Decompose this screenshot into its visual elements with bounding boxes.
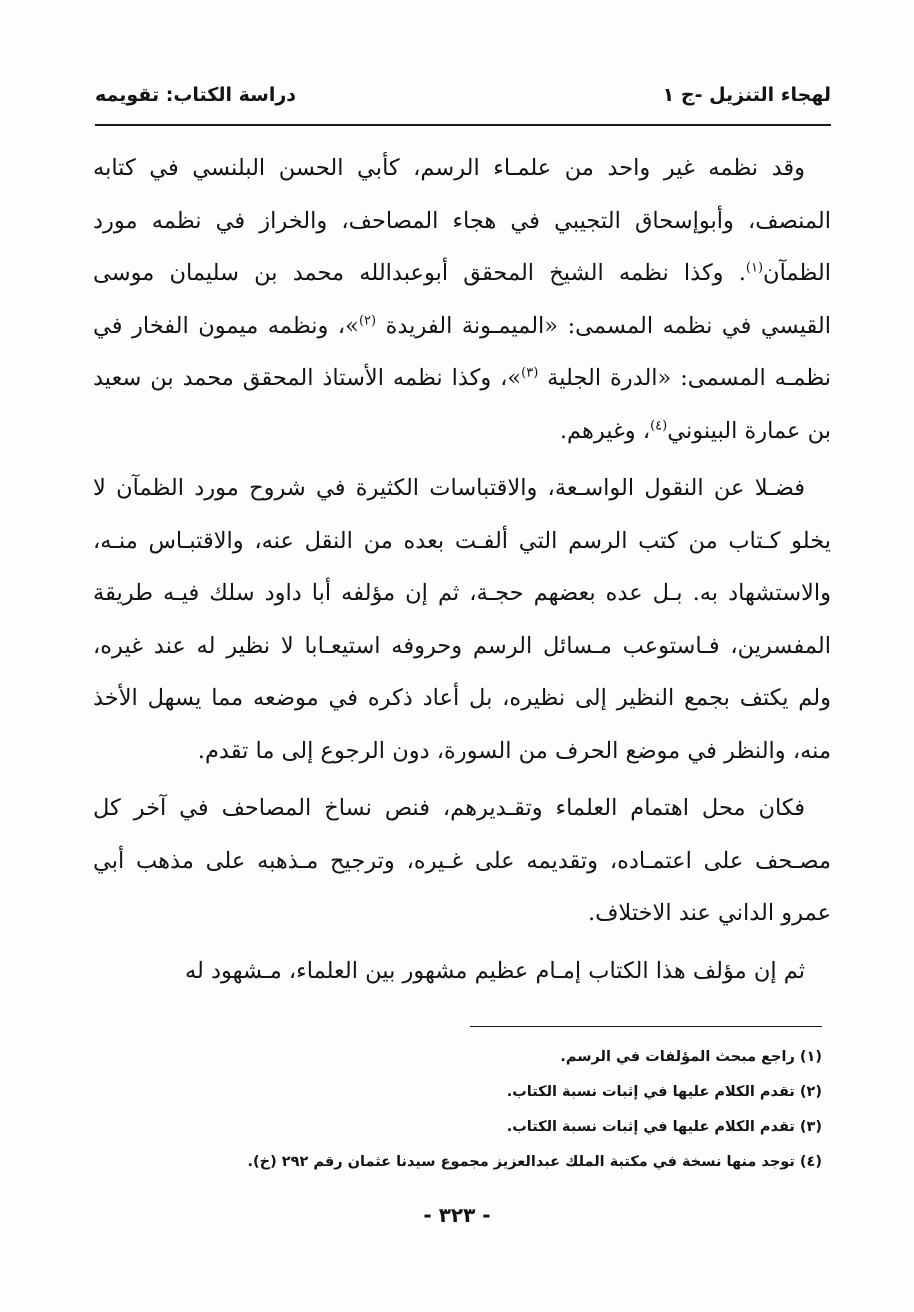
main-text bbox=[93, 142, 831, 1002]
footnote-3: (٣) تقدم الكلام عليها في إثبات نسبة الكتاب. bbox=[506, 1119, 822, 1135]
running-header bbox=[95, 78, 831, 112]
footnote-ref-1: (١) bbox=[745, 260, 764, 276]
paragraph-4: ثم إن مؤلف هذا الكتاب إمـام عظيم مشهور بين العلماء، مـشهود له bbox=[184, 957, 805, 984]
footnote-divider bbox=[470, 1026, 822, 1027]
header-divider bbox=[95, 124, 831, 126]
paragraph-1 bbox=[93, 142, 831, 457]
footnotes bbox=[150, 1040, 822, 1180]
footnote-2: (٢) تقدم الكلام عليها في إثبات نسبة الكتاب. bbox=[506, 1084, 822, 1100]
book-title: لهجاء التنزيل -ج ١ bbox=[662, 84, 831, 106]
paragraph-1-text: ، وغيرهم. bbox=[559, 417, 651, 444]
paragraph-1-text: . وكذا نظمه الشيخ المحقق أبوعبدالله محمد بن سليمان موسى القيسي في نظمه المسمى: «الميمـونة الفريدة bbox=[93, 260, 832, 339]
footnote-ref-4: (٤) bbox=[650, 418, 668, 433]
paragraph-1-text: »، وكذا نظمه الأستاذ المحقق محمد بن سعيد بن عمارة البينوني bbox=[93, 365, 831, 444]
footnote-1: (١) راجع مبحث المؤلفات في الرسم. bbox=[560, 1049, 822, 1065]
footnote-4: (٤) توجد منها نسخة في مكتبة الملك عبدالعزيز مجموع سيدنا عثمان رقم ٢٩٢ (خ). bbox=[247, 1154, 822, 1170]
footnote-ref-3: (٣) bbox=[521, 365, 539, 381]
paragraph-3: فكان محل اهتمام العلماء وتقـديرهم، فنص نساخ المصاحف في آخر كل مصـحف على اعتمـاده، وتقديمه على غـيره، وترجيح مـذهبه على مذهب أبي عمرو الداني عند الاختلاف. bbox=[93, 795, 831, 926]
paragraph-2: فضـلا عن النقول الواسـعة، والاقتباسات الكثيرة في شروح مورد الظمآن لا يخلو كـتاب من كتب الرسم التي ألفـت بعده من النقل عنه، والاقتبـاس منـه، والاستشهاد به. بـل عده بعضهم حجـة، ثم إن مؤلفه أبا داود سلك فيـه طريقة المفسرين، فـاستوعب مـسائل الرسم وحروفه استيعـابا لا نظير له عند غيره، ولم يكتف بجمع النظير إلى نظيره، بل أعاد ذكره في موضعه مما يسهل الأخذ منه، والنظر في موضع الحرف من السورة، دون الرجوع إلى ما تقدم. bbox=[93, 475, 831, 764]
page-number: - ٣٢٣ - bbox=[423, 1203, 491, 1227]
paragraph-1-text: »، ونظمه ميمون الفخار في نظمـه المسمى: «الدرة الجلية bbox=[93, 312, 832, 391]
footnote-ref-2: (٢) bbox=[358, 313, 377, 328]
section-title: دراسة الكتاب: تقويمه bbox=[95, 84, 297, 106]
paragraph-1-text: وقد نظمه غير واحد من علمـاء الرسم، كأبي الحسن البلنسي في كتابه المنصف، وأبوإسحاق التجيبي في هجاء المصاحف، والخراز في نظمه مورد الظمآن bbox=[93, 155, 831, 286]
